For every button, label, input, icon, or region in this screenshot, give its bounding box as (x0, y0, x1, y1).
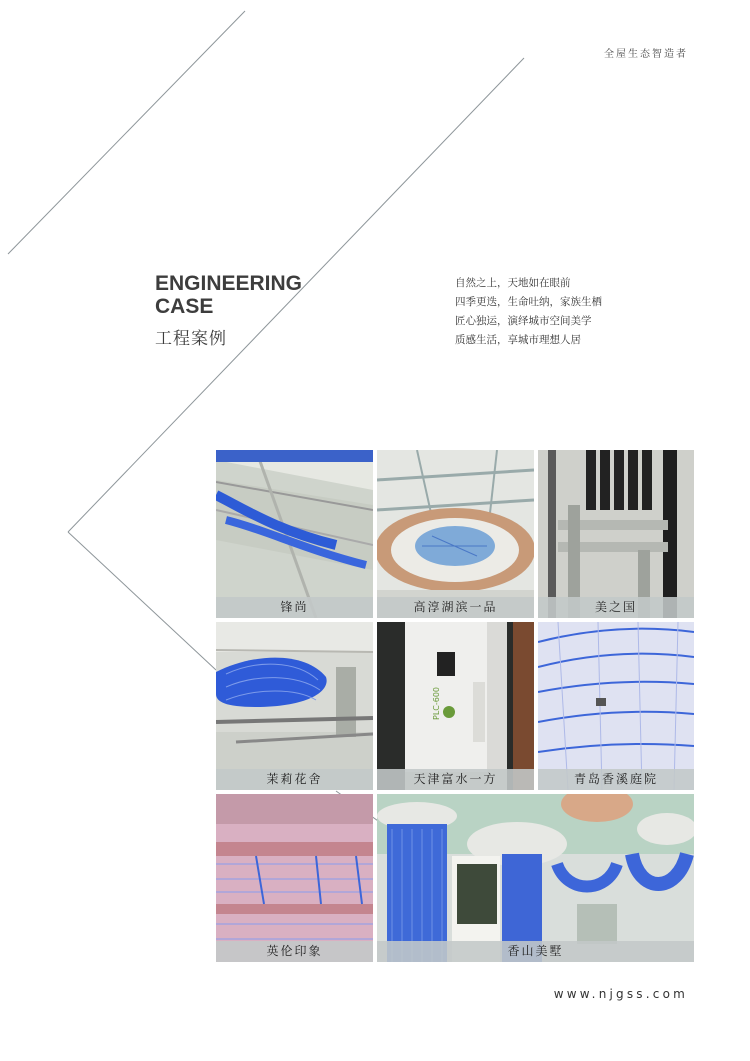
case-caption: 锋尚 (216, 597, 373, 618)
case-tile-fengshang[interactable] (216, 450, 373, 618)
case-tile-xiangshan[interactable] (377, 794, 694, 962)
intro-line: 匠心独运，演绎城市空间美学 (455, 315, 592, 327)
case-tile-tianjin[interactable] (377, 622, 534, 790)
intro-text (455, 274, 602, 350)
case-tile-molihuashe[interactable] (216, 622, 373, 790)
intro-line: 质感生活，享城市理想人居 (455, 334, 581, 346)
title-line-2: CASE (155, 295, 214, 318)
case-photo (538, 450, 694, 618)
case-caption: 天津富水一方 (377, 769, 534, 790)
case-caption: 青岛香溪庭院 (538, 769, 694, 790)
case-photo (377, 450, 534, 618)
case-photo (216, 622, 373, 790)
title-line-1: ENGINEERING (155, 272, 303, 295)
intro-line: 自然之上，天地如在眼前 (455, 277, 571, 289)
case-photo (216, 450, 373, 618)
case-tile-qingdao[interactable] (538, 622, 694, 790)
case-caption: 茉莉花舍 (216, 769, 373, 790)
case-tile-meizhiguo[interactable] (538, 450, 694, 618)
case-caption: 美之国 (538, 597, 694, 618)
case-tile-gaochun[interactable] (377, 450, 534, 618)
section-title-en (155, 272, 302, 318)
case-photo (377, 794, 694, 962)
case-photo (216, 794, 373, 962)
intro-line: 四季更迭，生命吐纳，家族生栖 (455, 296, 602, 308)
case-photo (538, 622, 694, 790)
website-url[interactable]: www.njgss.com (553, 987, 688, 1001)
tagline: 全屋生态智造者 (604, 49, 688, 60)
case-tile-yinglun[interactable] (216, 794, 373, 962)
case-photo (377, 622, 534, 790)
case-gallery (216, 450, 694, 962)
case-caption: 高淳湖滨一品 (377, 597, 534, 618)
unit-label: PLC-600 (432, 686, 441, 720)
section-title-cn: 工程案例 (155, 329, 227, 349)
case-caption: 香山美墅 (377, 941, 694, 962)
case-caption: 英伦印象 (216, 941, 373, 962)
